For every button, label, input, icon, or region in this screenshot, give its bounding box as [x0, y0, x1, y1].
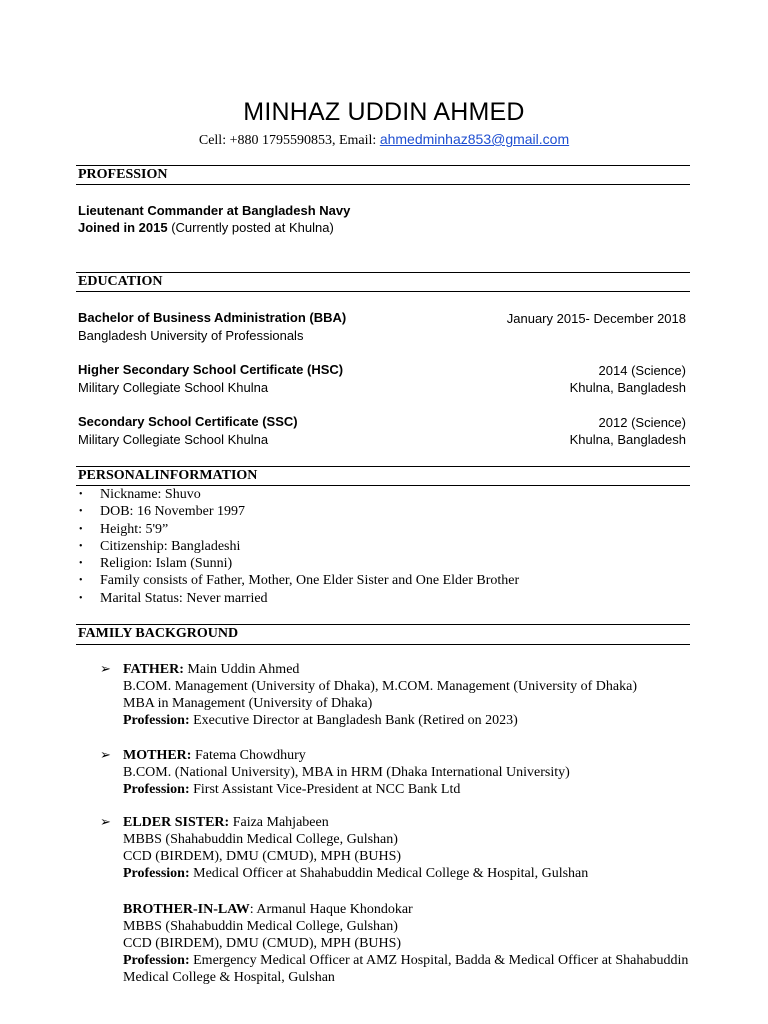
section-rule-top	[76, 466, 690, 467]
arrow-bullet-icon: ➢	[100, 814, 111, 829]
posting-note: (Currently posted at Khulna)	[167, 220, 334, 235]
education-dates: January 2015- December 2018	[506, 311, 686, 326]
sister-block	[123, 814, 588, 882]
bullet-icon: •	[79, 489, 83, 500]
list-item: • Citizenship: Bangladeshi	[79, 538, 241, 554]
sister-name: Faiza Mahjabeen	[229, 815, 329, 830]
section-rule-bottom	[76, 184, 690, 185]
arrow-bullet-icon: ➢	[100, 661, 111, 676]
section-heading-profession: PROFESSION	[78, 167, 168, 182]
brother-in-law-name: : Armanul Haque Khondokar	[249, 902, 413, 917]
profession-joined	[78, 220, 334, 235]
section-rule-top	[76, 165, 690, 166]
arrow-bullet-icon: ➢	[100, 747, 111, 762]
contact-line	[0, 131, 768, 149]
mother-block	[123, 747, 570, 798]
mother-degree: B.COM. (National University), MBA in HRM (Dhaka International University)	[123, 765, 570, 780]
section-heading-education: EDUCATION	[78, 274, 163, 289]
education-institution: Military Collegiate School Khulna	[78, 380, 269, 395]
joined-year: Joined in 2015	[78, 220, 168, 235]
bullet-icon: •	[79, 592, 83, 604]
profession-label: Profession:	[123, 866, 190, 881]
list-item: • Nickname: Shuvo	[79, 487, 201, 502]
mother-label: MOTHER:	[123, 748, 192, 763]
list-item: • Height: 5'9”	[79, 521, 169, 537]
mother-profession: First Assistant Vice-President at NCC Bank Ltd	[189, 782, 461, 797]
brother-in-law-profession: Emergency Medical Officer at AMZ Hospital, Badda & Medical Officer at Shahabuddin	[189, 953, 689, 968]
brother-in-law-block	[123, 901, 688, 986]
contact-cell-text: Cell: +880 1795590853, Email:	[198, 133, 380, 148]
bullet-icon: •	[79, 506, 83, 518]
list-item: • Religion: Islam (Sunni)	[79, 556, 233, 572]
section-rule-top	[76, 272, 690, 273]
section-heading-family: FAMILY BACKGROUND	[78, 626, 239, 641]
sister-degree-2: CCD (BIRDEM), DMU (CMUD), MPH (BUHS)	[123, 849, 402, 864]
list-item: • DOB: 16 November 1997	[79, 504, 246, 520]
list-item: • Marital Status: Never married	[79, 590, 268, 606]
education-degree: Secondary School Certificate (SSC)	[78, 414, 298, 429]
sister-profession: Medical Officer at Shahabuddin Medical College & Hospital, Gulshan	[189, 866, 589, 881]
section-rule-bottom	[76, 291, 690, 292]
section-rule-top	[76, 624, 690, 625]
brother-in-law-degree-2: CCD (BIRDEM), DMU (CMUD), MPH (BUHS)	[123, 936, 402, 951]
profession-label: Profession:	[123, 782, 190, 797]
father-name: Main Uddin Ahmed	[183, 662, 300, 677]
brother-in-law-degree-1: MBBS (Shahabuddin Medical College, Gulshan)	[123, 919, 398, 934]
education-degree: Bachelor of Business Administration (BBA)	[78, 310, 347, 325]
bullet-icon: •	[79, 540, 83, 552]
sister-label: ELDER SISTER:	[123, 815, 230, 830]
sister-degree-1: MBBS (Shahabuddin Medical College, Gulshan)	[123, 832, 398, 847]
bullet-icon: •	[79, 575, 83, 587]
section-rule-bottom	[76, 644, 690, 645]
list-item: • Family consists of Father, Mother, One Elder Sister and One Elder Brother	[79, 573, 520, 589]
education-location: Khulna, Bangladesh	[569, 432, 686, 447]
brother-in-law-label: BROTHER-IN-LAW	[123, 902, 250, 917]
father-degree-1: B.COM. Management (University of Dhaka), M.COM. Management (University of Dhaka)	[123, 679, 638, 694]
mother-name: Fatema Chowdhury	[191, 748, 306, 763]
education-degree: Higher Secondary School Certificate (HSC)	[78, 362, 344, 377]
resume-name: MINHAZ UDDIN AHMED	[243, 98, 525, 126]
education-institution: Bangladesh University of Professionals	[78, 328, 304, 343]
brother-in-law-profession-cont: Medical College & Hospital, Gulshan	[123, 970, 335, 985]
email-link[interactable]: ahmedminhaz853@gmail.com	[379, 131, 570, 147]
education-year: 2012 (Science)	[598, 415, 686, 430]
profession-label: Profession:	[123, 713, 190, 728]
bullet-icon: •	[79, 523, 83, 535]
father-label: FATHER:	[123, 662, 184, 677]
education-year: 2014 (Science)	[598, 363, 686, 378]
father-degree-2: MBA in Management (University of Dhaka)	[123, 696, 373, 711]
profession-label: Profession:	[123, 953, 190, 968]
profession-title: Lieutenant Commander at Bangladesh Navy	[78, 203, 351, 218]
bullet-icon: •	[79, 558, 83, 570]
section-heading-personal: PERSONALINFORMATION	[78, 468, 258, 483]
education-location: Khulna, Bangladesh	[569, 380, 686, 395]
personal-info-list	[78, 486, 519, 607]
father-block	[123, 661, 637, 729]
education-institution: Military Collegiate School Khulna	[78, 432, 269, 447]
father-profession: Executive Director at Bangladesh Bank (Retired on 2023)	[189, 713, 518, 728]
